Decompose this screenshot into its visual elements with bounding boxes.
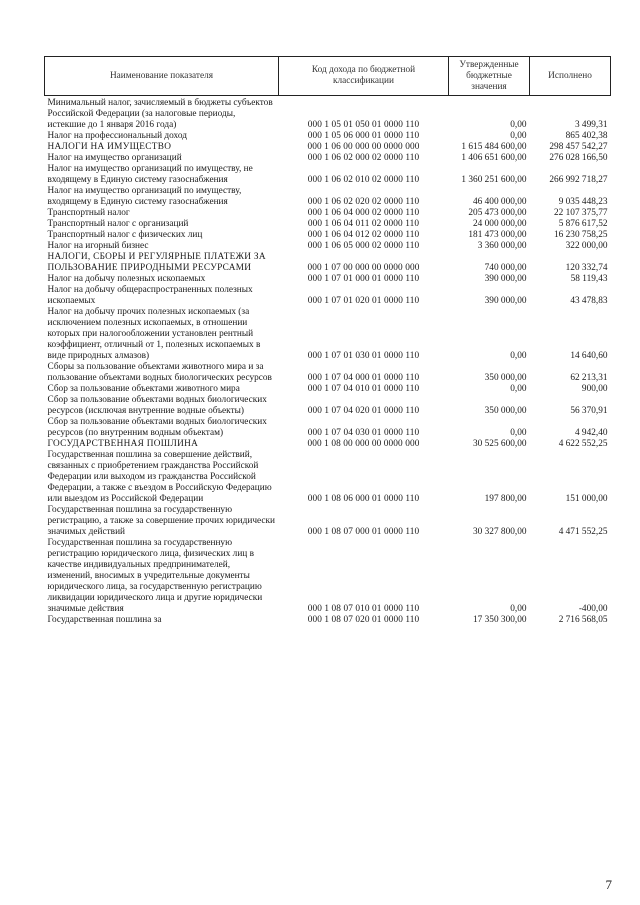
row-code: 000 1 06 02 010 02 0000 110 bbox=[307, 175, 420, 185]
row-plan: 350 000,00 bbox=[484, 406, 527, 416]
row-code: 000 1 06 00 000 00 0000 000 bbox=[307, 142, 420, 152]
row-name: Сбор за пользование объектами водных биологических ресурсов (по внутренним водным объектам) bbox=[47, 417, 267, 438]
table-row bbox=[45, 395, 611, 417]
row-exec: 5 876 617,52 bbox=[558, 219, 608, 229]
row-plan: 3 360 000,00 bbox=[477, 241, 527, 251]
row-name: Государственная пошлина за государственную регистрацию, а также за совершение прочих юридически значимых действий bbox=[47, 505, 275, 537]
row-name: Налог на профессиональный доход bbox=[47, 131, 187, 141]
row-name: Минимальный налог, зачисляемый в бюджеты субъектов Российской Федерации (за налоговые периоды, истекшие до 1 января 2016 года) bbox=[47, 98, 273, 130]
row-plan: 205 473 000,00 bbox=[468, 208, 527, 218]
row-name: Транспортный налог с организаций bbox=[47, 219, 189, 229]
row-code: 000 1 06 05 000 02 0000 110 bbox=[307, 241, 420, 251]
table-row bbox=[45, 439, 611, 450]
row-plan: 390 000,00 bbox=[484, 274, 527, 284]
header-name: Наименование показателя bbox=[45, 57, 279, 96]
row-plan: 390 000,00 bbox=[484, 296, 527, 306]
row-exec: 56 370,91 bbox=[570, 406, 608, 416]
header-code: Код дохода по бюджетной классификации bbox=[279, 57, 449, 96]
row-exec: 865 402,38 bbox=[565, 131, 608, 141]
row-code: 000 1 06 04 011 02 0000 110 bbox=[307, 219, 420, 229]
table-row bbox=[45, 131, 611, 142]
row-code: 000 1 05 01 050 01 0000 110 bbox=[307, 120, 420, 130]
table-row bbox=[45, 274, 611, 285]
row-name: Налог на добычу прочих полезных ископаемых (за исключением полезных ископаемых, в отношении которых при налогообложении установлен рентный коэффициент, отличный от 1, полезных ископаемых в виде природных алмазов) bbox=[47, 307, 261, 361]
row-code: 000 1 06 04 000 02 0000 110 bbox=[307, 208, 420, 218]
row-plan: 17 350 300,00 bbox=[473, 615, 527, 625]
row-name: Налог на добычу общераспространенных полезных ископаемых bbox=[47, 285, 253, 306]
row-exec: 3 499,31 bbox=[574, 120, 608, 130]
table-body bbox=[45, 96, 611, 627]
row-exec: 2 716 568,05 bbox=[558, 615, 608, 625]
row-code: 000 1 07 04 030 01 0000 110 bbox=[307, 428, 420, 438]
row-name: Налог на имущество организаций bbox=[47, 153, 182, 163]
row-plan: 197 800,00 bbox=[484, 494, 527, 504]
table-row bbox=[45, 142, 611, 153]
row-code: 000 1 07 01 000 01 0000 110 bbox=[307, 274, 420, 284]
row-name: Сбор за пользование объектами животного мира bbox=[47, 384, 240, 394]
table-row bbox=[45, 208, 611, 219]
header-exec: Исполнено bbox=[530, 57, 611, 96]
table-row bbox=[45, 241, 611, 252]
table-row bbox=[45, 615, 611, 626]
row-plan: 1 615 484 600,00 bbox=[461, 142, 527, 152]
table-row bbox=[45, 384, 611, 395]
table-row bbox=[45, 307, 611, 362]
row-plan: 0,00 bbox=[510, 131, 527, 141]
table-row bbox=[45, 450, 611, 505]
table-row bbox=[45, 186, 611, 208]
row-name: Государственная пошлина за bbox=[47, 615, 162, 625]
table-row bbox=[45, 417, 611, 439]
row-exec: 22 107 375,77 bbox=[554, 208, 608, 218]
row-exec: 16 230 758,25 bbox=[554, 230, 608, 240]
row-name: Налог на имущество организаций по имуществу, не входящему в Единую систему газоснабжения bbox=[47, 164, 253, 185]
row-plan: 0,00 bbox=[510, 604, 527, 614]
row-exec: 62 213,31 bbox=[570, 373, 608, 383]
row-plan: 0,00 bbox=[510, 120, 527, 130]
row-exec: 4 942,40 bbox=[574, 428, 608, 438]
row-exec: 120 332,74 bbox=[565, 263, 608, 273]
row-plan: 181 473 000,00 bbox=[468, 230, 527, 240]
row-name: НАЛОГИ НА ИМУЩЕСТВО bbox=[47, 142, 172, 152]
row-code: 000 1 08 07 020 01 0000 110 bbox=[307, 615, 420, 625]
row-plan: 0,00 bbox=[510, 428, 527, 438]
row-name: Транспортный налог с физических лиц bbox=[47, 230, 203, 240]
row-name: Государственная пошлина за совершение действий, связанных с приобретением гражданства Российской Федерации или выходом из гражданства Российской Федерации, а также с въездом в Российскую Федерацию или выездом из Российской Федерации bbox=[47, 450, 272, 504]
table-row bbox=[45, 538, 611, 615]
row-code: 000 1 08 07 010 01 0000 110 bbox=[307, 604, 420, 614]
row-plan: 0,00 bbox=[510, 351, 527, 361]
table-row bbox=[45, 505, 611, 538]
table-row bbox=[45, 362, 611, 384]
budget-revenue-table bbox=[44, 56, 611, 626]
row-exec: 4 622 552,25 bbox=[558, 439, 608, 449]
row-name: Сборы за пользование объектами животного мира и за пользование объектами водных биологических ресурсов bbox=[47, 362, 272, 383]
table-row bbox=[45, 285, 611, 307]
row-exec: 43 478,83 bbox=[570, 296, 608, 306]
table-row bbox=[45, 252, 611, 274]
table-row bbox=[45, 153, 611, 164]
row-exec: 151 000,00 bbox=[565, 494, 608, 504]
row-plan: 24 000 000,00 bbox=[473, 219, 527, 229]
row-exec: 58 119,43 bbox=[570, 274, 608, 284]
row-exec: 298 457 542,27 bbox=[549, 142, 608, 152]
row-name: Сбор за пользование объектами водных биологических ресурсов (исключая внутренние водные объекты) bbox=[47, 395, 267, 416]
row-exec: 322 000,00 bbox=[565, 241, 608, 251]
table-header bbox=[45, 57, 611, 96]
row-exec: 266 992 718,27 bbox=[549, 175, 608, 185]
row-code: 000 1 06 02 020 02 0000 110 bbox=[307, 197, 420, 207]
row-name: Налог на имущество организаций по имуществу, входящему в Единую систему газоснабжения bbox=[47, 186, 242, 207]
row-code: 000 1 07 00 000 00 0000 000 bbox=[307, 263, 420, 273]
row-exec: 900,00 bbox=[581, 384, 608, 394]
row-exec: 4 471 552,25 bbox=[558, 527, 608, 537]
row-name: Транспортный налог bbox=[47, 208, 130, 218]
row-code: 000 1 07 01 030 01 0000 110 bbox=[307, 351, 420, 361]
row-plan: 740 000,00 bbox=[484, 263, 527, 273]
row-exec: 276 028 166,50 bbox=[549, 153, 608, 163]
row-plan: 350 000,00 bbox=[484, 373, 527, 383]
row-code: 000 1 06 02 000 02 0000 110 bbox=[307, 153, 420, 163]
table-row bbox=[45, 96, 611, 132]
row-code: 000 1 08 00 000 00 0000 000 bbox=[307, 439, 420, 449]
row-code: 000 1 07 04 020 01 0000 110 bbox=[307, 406, 420, 416]
page-number: 7 bbox=[605, 877, 612, 892]
row-plan: 1 360 251 600,00 bbox=[461, 175, 527, 185]
row-code: 000 1 07 04 010 01 0000 110 bbox=[307, 384, 420, 394]
row-code: 000 1 07 01 020 01 0000 110 bbox=[307, 296, 420, 306]
row-exec: 14 640,60 bbox=[570, 351, 608, 361]
row-exec: 9 035 448,23 bbox=[558, 197, 608, 207]
row-exec: -400,00 bbox=[578, 604, 608, 614]
row-plan: 30 327 800,00 bbox=[473, 527, 527, 537]
table-row bbox=[45, 230, 611, 241]
row-plan: 0,00 bbox=[510, 384, 527, 394]
table-row bbox=[45, 219, 611, 230]
row-code: 000 1 05 06 000 01 0000 110 bbox=[307, 131, 420, 141]
row-code: 000 1 07 04 000 01 0000 110 bbox=[307, 373, 420, 383]
row-code: 000 1 08 07 000 01 0000 110 bbox=[307, 527, 420, 537]
row-name: ГОСУДАРСТВЕННАЯ ПОШЛИНА bbox=[47, 439, 199, 449]
header-plan: Утвержденные бюджетные значения bbox=[449, 57, 530, 96]
row-name: Налог на добычу полезных ископаемых bbox=[47, 274, 206, 284]
row-name: Налог на игорный бизнес bbox=[47, 241, 149, 251]
row-name: Государственная пошлина за государственную регистрацию юридического лица, физических лиц в качестве индивидуальных предпринимателей, изменений, вносимых в учредительные документы юридического лица, за государственную регистрацию ликвидации юридического лица и другие юридически значимые действия bbox=[47, 538, 263, 614]
row-code: 000 1 08 06 000 01 0000 110 bbox=[307, 494, 420, 504]
row-plan: 30 525 600,00 bbox=[473, 439, 527, 449]
row-plan: 46 400 000,00 bbox=[473, 197, 527, 207]
row-name: НАЛОГИ, СБОРЫ И РЕГУЛЯРНЫЕ ПЛАТЕЖИ ЗА ПОЛЬЗОВАНИЕ ПРИРОДНЫМИ РЕСУРСАМИ bbox=[47, 252, 266, 273]
row-code: 000 1 06 04 012 02 0000 110 bbox=[307, 230, 420, 240]
table-row bbox=[45, 164, 611, 186]
row-plan: 1 406 651 600,00 bbox=[461, 153, 527, 163]
